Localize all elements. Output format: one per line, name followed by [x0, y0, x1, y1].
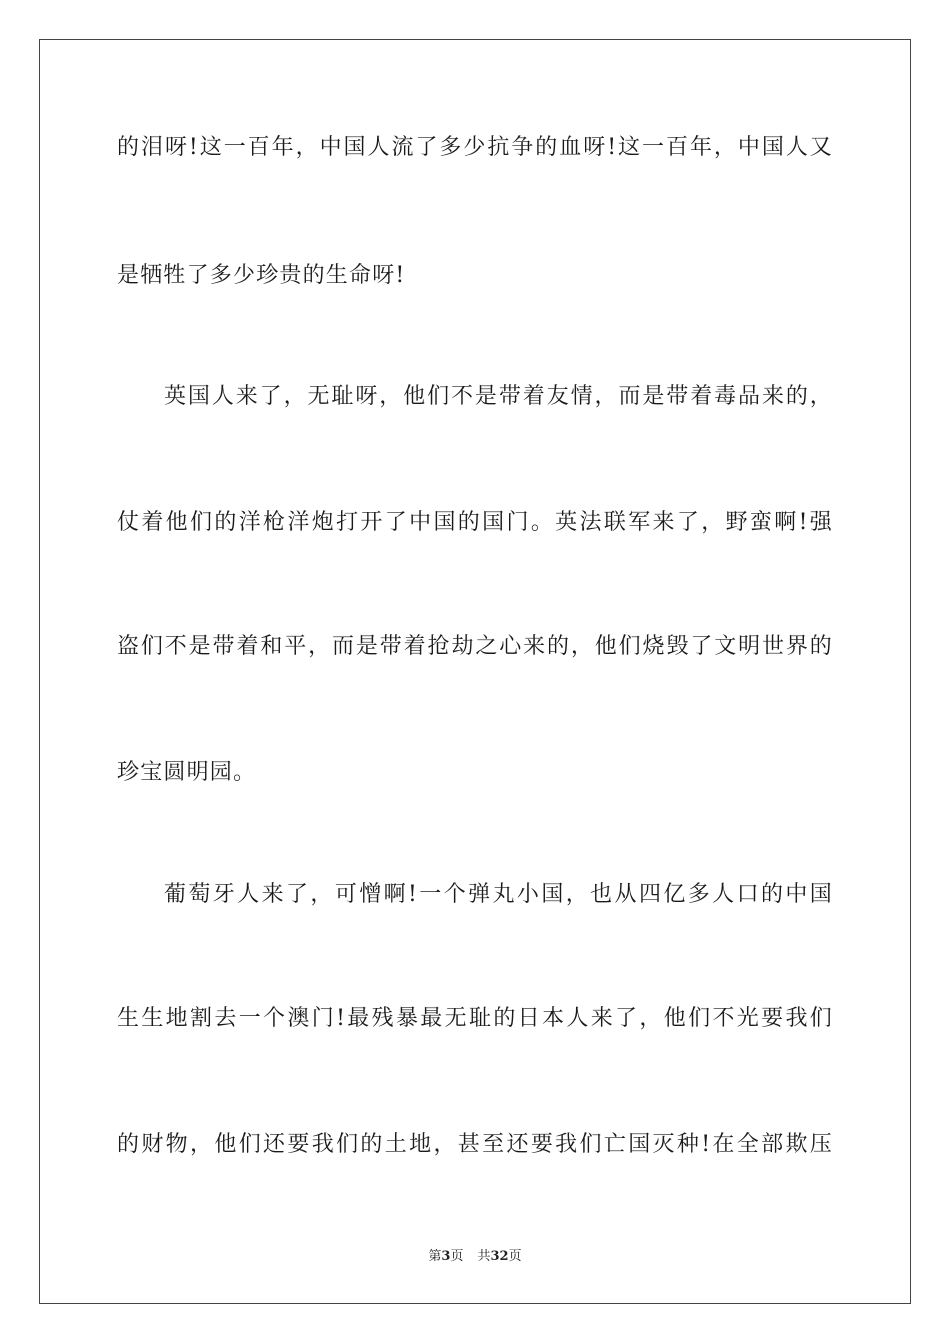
total-prefix: 共	[477, 1249, 491, 1264]
text-line-4: 仗着他们的洋枪洋炮打开了中国的国门。英法联军来了，野蛮啊!强	[117, 510, 833, 535]
text-line-6: 珍宝圆明园。	[117, 760, 257, 785]
page-footer	[0, 1248, 950, 1266]
page-prefix: 第	[428, 1249, 442, 1264]
page-suffix: 页	[450, 1249, 464, 1264]
text-line-2: 是牺牲了多少珍贵的生命呀!	[117, 263, 406, 288]
total-suffix: 页	[508, 1249, 522, 1264]
text-line-5: 盗们不是带着和平，而是带着抢劫之心来的，他们烧毁了文明世界的	[117, 634, 833, 659]
text-line-1: 的泪呀!这一百年，中国人流了多少抗争的血呀!这一百年，中国人又	[117, 135, 833, 160]
total-pages: 32	[490, 1249, 509, 1264]
text-line-7: 葡萄牙人来了，可憎啊!一个弹丸小国，也从四亿多人口的中国	[164, 882, 833, 907]
text-line-8: 生生地割去一个澳门!最残暴最无耻的日本人来了，他们不光要我们	[117, 1006, 833, 1031]
page-number: 3	[441, 1249, 451, 1264]
page-frame	[39, 39, 911, 1304]
text-line-9: 的财物，他们还要我们的土地，甚至还要我们亡国灭种!在全部欺压	[117, 1132, 833, 1157]
text-line-3: 英国人来了，无耻呀，他们不是带着友情，而是带着毒品来的，	[164, 384, 833, 409]
